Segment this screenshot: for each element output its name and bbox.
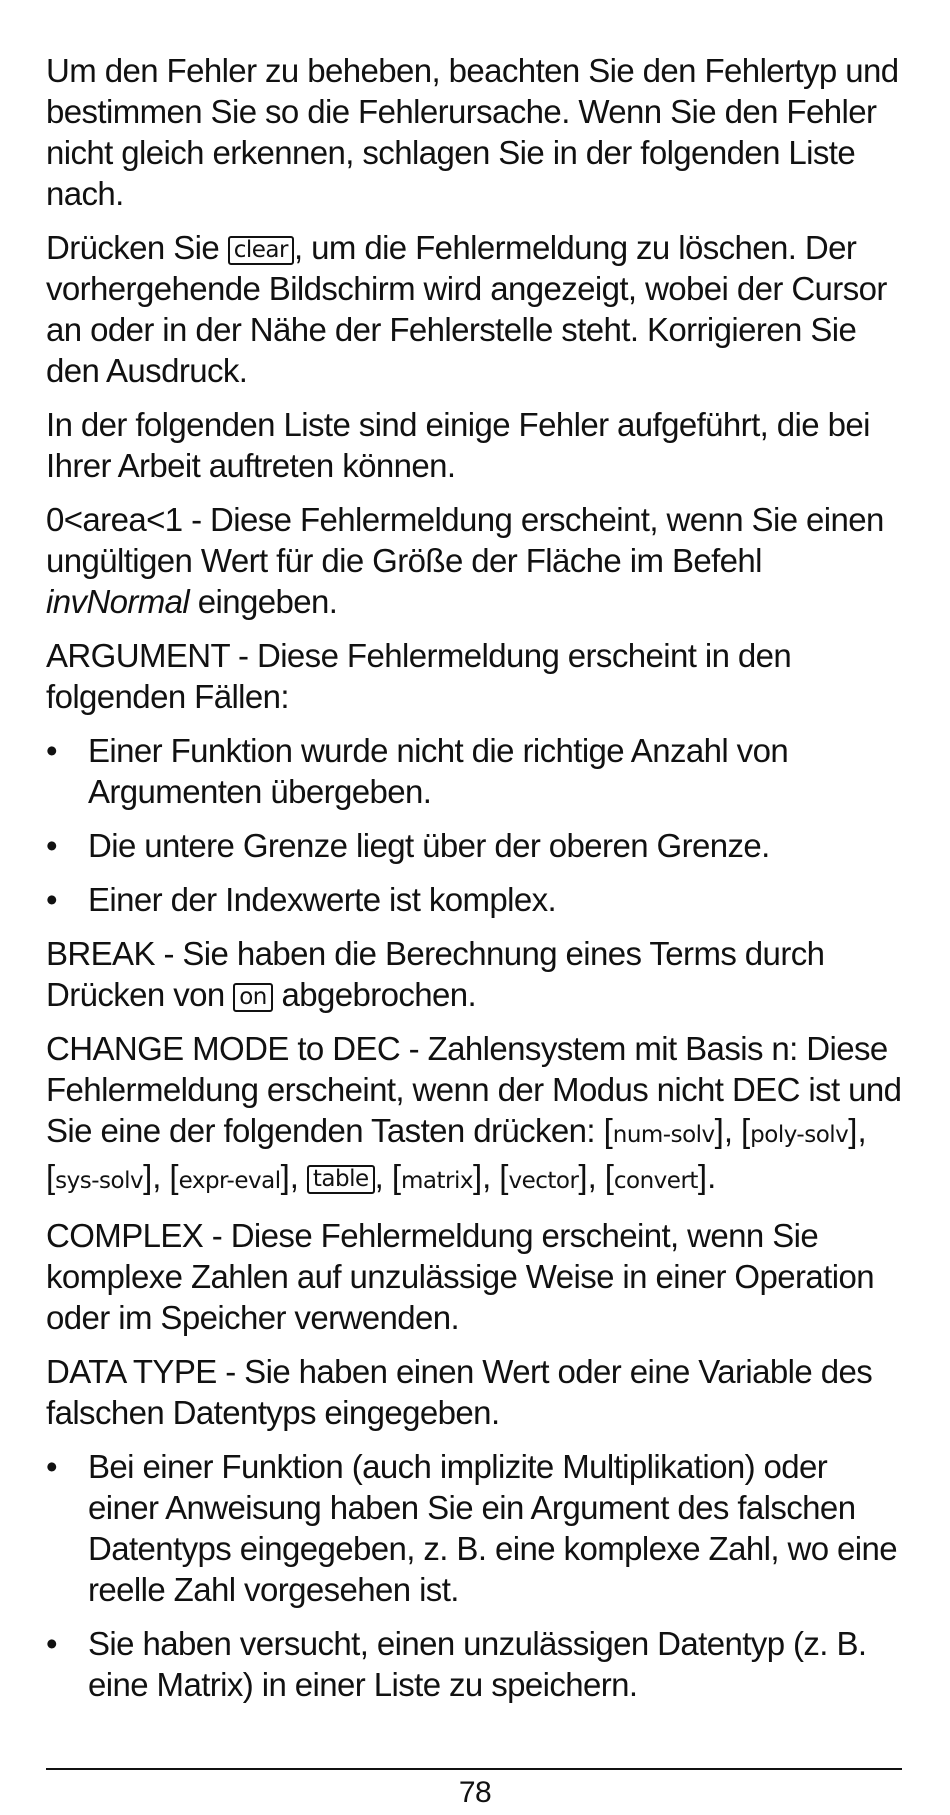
num-solv-key: [ num-solv ] [604, 1110, 724, 1156]
error-area-entry [46, 499, 902, 622]
list-item: • Einer Funktion wurde nicht die richtige Anzahl von Argumenten übergeben. [46, 730, 902, 812]
on-key: on [233, 983, 273, 1012]
data-type-bullet-list [46, 1446, 902, 1705]
argument-bullet-list [46, 730, 902, 920]
error-area-text: 0<area<1 - Diese Fehlermeldung erscheint, wenn Sie einen ungültigen Wert für die Größe der Fläche im Befehl [46, 501, 884, 579]
sys-solv-key: [ sys-solv ] [46, 1156, 152, 1202]
text-fragment: abgebrochen. [272, 976, 477, 1013]
poly-solv-key: [ poly-solv ] [741, 1110, 857, 1156]
list-item: • Die untere Grenze liegt über der oberen Grenze. [46, 825, 902, 866]
list-item: • Bei einer Funktion (auch implizite Multiplikation) oder einer Anweisung haben Sie ein Argument des falschen Datentyps eingegeben, z. B. eine komplexe Zahl, wo eine reelle Zahl vorgesehen ist. [46, 1446, 902, 1610]
error-data-type-entry: DATA TYPE - Sie haben einen Wert oder eine Variable des falschen Datentyps eingegeben. [46, 1353, 873, 1431]
text-fragment: Drücken Sie [46, 229, 228, 266]
convert-key: [ convert ] [605, 1156, 707, 1202]
intro-paragraph-3: In der folgenden Liste sind einige Fehler aufgeführt, die bei Ihrer Arbeit auftreten können. [46, 406, 870, 484]
document-body [46, 50, 902, 1718]
footer-divider [46, 1768, 902, 1770]
error-complex-entry: COMPLEX - Diese Fehlermeldung erscheint, wenn Sie komplexe Zahlen auf unzulässige Weise in einer Operation oder im Speicher verwenden. [46, 1217, 874, 1336]
text-fragment: BREAK - Sie haben die Berechnung eines Terms durch Drücken von [46, 935, 825, 1013]
matrix-key: [ matrix ] [392, 1156, 482, 1202]
command-name: invNormal [46, 583, 190, 620]
intro-paragraph-1: Um den Fehler zu beheben, beachten Sie den Fehlertyp und bestimmen Sie so die Fehlerursache. Wenn Sie den Fehler nicht gleich erkennen, schlagen Sie in der folgenden Liste nach. [46, 52, 899, 212]
error-break-entry [46, 933, 902, 1015]
page-number: 78 [458, 1776, 492, 1809]
list-item: • Sie haben versucht, einen unzulässigen Datentyp (z. B. eine Matrix) in einer Liste zu speichern. [46, 1623, 902, 1705]
vector-key: [ vector ] [499, 1156, 587, 1202]
table-key: table [307, 1165, 375, 1194]
expr-eval-key: [ expr-eval ] [169, 1156, 289, 1202]
error-change-mode-text: CHANGE MODE to DEC - Zahlensystem mit Basis n: Diese Fehlermeldung erscheint, wenn der Modus nicht DEC ist und Sie eine der folgenden Tasten drücken: [46, 1030, 902, 1149]
text-fragment: , um die Fehlermeldung zu löschen. Der vorhergehende Bildschirm wird angezeigt, wobei der Cursor an oder in der Nähe der Fehlerstelle steht. Korrigieren Sie den Ausdruck. [46, 229, 887, 389]
text-fragment: eingeben. [189, 583, 338, 620]
list-item: • Einer der Indexwerte ist komplex. [46, 879, 902, 920]
error-change-mode-entry: CHANGE MODE to DEC - Zahlensystem mit Basis n: Diese Fehlermeldung erscheint, wenn der Modus nicht DEC ist und Sie eine der folgenden Tasten drücken: [ num-solv ] , [ poly-solv ] , [ sys-solv ] , [ expr-eval ] , table , [ matrix ] , [ vector ] , [ convert ] . [46, 1028, 902, 1202]
clear-key: clear [228, 236, 294, 265]
error-argument-entry: ARGUMENT - Diese Fehlermeldung erscheint in den folgenden Fällen: [46, 637, 792, 715]
intro-paragraph-2 [46, 227, 902, 391]
